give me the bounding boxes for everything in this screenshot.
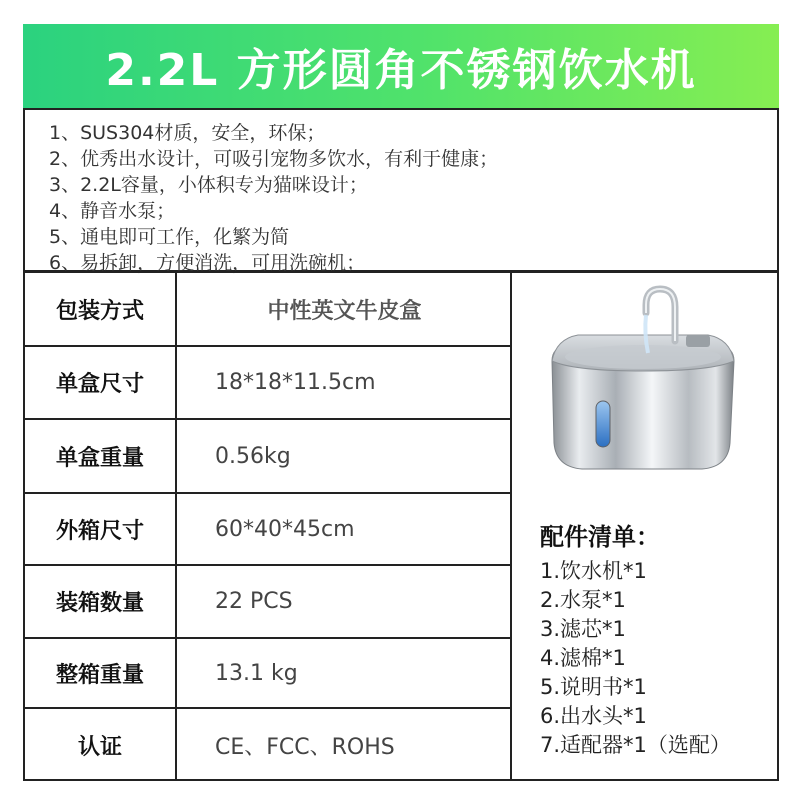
spec-row-packaging [25, 273, 512, 347]
spec-row-carton-weight [25, 639, 512, 709]
accessory-item: 2.水泵*1 [540, 588, 626, 612]
spec-label: 整箱重量 [25, 639, 177, 707]
spec-table [23, 271, 512, 781]
spec-value: 中性英文牛皮盒 [267, 298, 422, 324]
accessory-item: 6.出水头*1 [540, 704, 647, 728]
accessories-title: 配件清单： [540, 523, 660, 551]
spec-value: 0.56kg [215, 443, 291, 469]
title-banner [23, 24, 779, 108]
spec-label: 包装方式 [25, 273, 177, 345]
feature-item: 1、SUS304材质，安全，环保； [49, 122, 326, 144]
spec-value: 13.1 kg [215, 660, 298, 686]
spec-label: 单盒尺寸 [25, 347, 177, 418]
feature-item: 5、通电即可工作，化繁为简 [49, 226, 290, 248]
accessories-list [540, 557, 731, 760]
spec-row-certification [25, 709, 512, 781]
accessory-item: 1.饮水机*1 [540, 559, 647, 583]
feature-list [23, 108, 779, 272]
feature-item: 3、2.2L容量，小体积专为猫咪设计； [49, 174, 368, 196]
product-panel [510, 271, 779, 781]
accessory-item: 5.说明书*1 [540, 675, 647, 699]
pet-fountain-icon [512, 273, 777, 506]
feature-item: 4、静音水泵； [49, 200, 176, 222]
spec-row-box-size [25, 347, 512, 420]
spec-value: CE、FCC、ROHS [215, 734, 395, 760]
feature-item: 6、易拆卸，方便消洗，可用洗碗机； [49, 252, 366, 274]
spec-value: 18*18*11.5cm [215, 370, 376, 395]
spec-row-box-weight [25, 420, 512, 494]
spec-row-carton-qty [25, 566, 512, 639]
spec-label: 装箱数量 [25, 566, 177, 637]
spec-label: 认证 [25, 709, 177, 781]
accessory-item: 7.适配器*1（选配） [540, 733, 731, 757]
spec-row-carton-size [25, 494, 512, 566]
spec-value: 60*40*45cm [215, 516, 355, 542]
spec-label: 单盒重量 [25, 420, 177, 492]
page-title: 2.2L 方形圆角不锈钢饮水机 [105, 45, 697, 96]
spec-value: 22 PCS [215, 589, 293, 614]
product-image [512, 273, 777, 506]
spec-label: 外箱尺寸 [25, 494, 177, 564]
feature-item: 2、优秀出水设计，可吸引宠物多饮水，有利于健康； [49, 148, 499, 170]
accessory-item: 3.滤芯*1 [540, 617, 626, 641]
accessory-item: 4.滤棉*1 [540, 646, 626, 670]
